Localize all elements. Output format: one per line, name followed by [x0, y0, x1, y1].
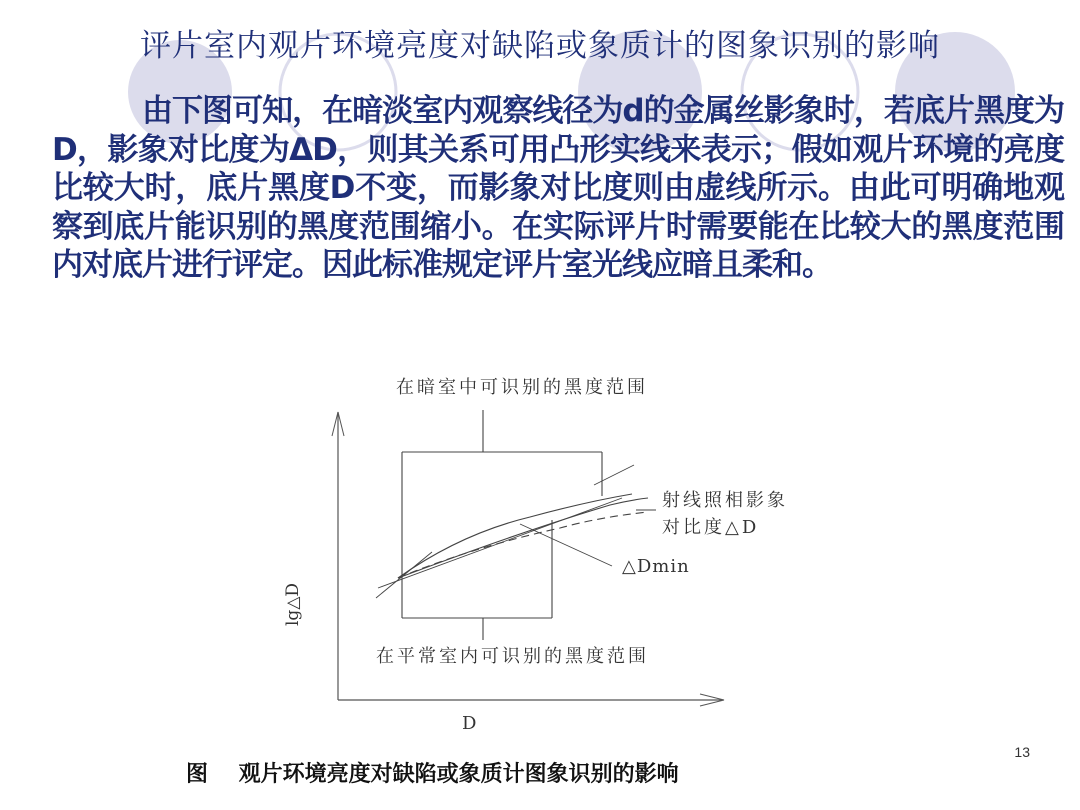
dmin-label: △Dmin: [622, 556, 690, 577]
contrast-label-line2: 对比度△D: [662, 517, 760, 538]
dmin-leader: [520, 524, 612, 566]
body-paragraph: 由下图可知，在暗淡室内观察线径为d的金属丝影象时，若底片黑度为D，影象对比度为ΔD，则其关系可用凸形实线来表示；假如观片环境的亮度比较大时，底片黑度D不变，而影象对比度则由虚线所示。由此可明确地观察到底片能识别的黑度范围缩小。在实际评片时需要能在比较大的黑度范围内对底片进行评定。因此标准规定评片室光线应暗且柔和。: [52, 93, 1064, 283]
contrast-label-line1: 射线照相影象: [662, 490, 788, 511]
tangent-line-left-extension: [376, 552, 432, 598]
solid-contrast-curve-lower: [398, 498, 648, 578]
dashed-contrast-curve: [398, 512, 648, 578]
figure-caption: 图 观片环境亮度对缺陷或象质计图象识别的影响: [186, 761, 679, 787]
page-number: 13: [1014, 744, 1030, 760]
tangent-line-left: [378, 498, 622, 588]
tangent-line-right: [594, 465, 634, 485]
y-axis-label: lg△D: [283, 582, 303, 626]
dark-room-range-label: 在暗室中可识别的黑度范围: [396, 377, 648, 398]
slide-title: 评片室内观片环境亮度对缺陷或象质计的图象识别的影响: [140, 28, 940, 64]
normal-room-range-label: 在平常室内可识别的黑度范围: [376, 646, 649, 667]
x-axis-label: D: [462, 713, 477, 734]
